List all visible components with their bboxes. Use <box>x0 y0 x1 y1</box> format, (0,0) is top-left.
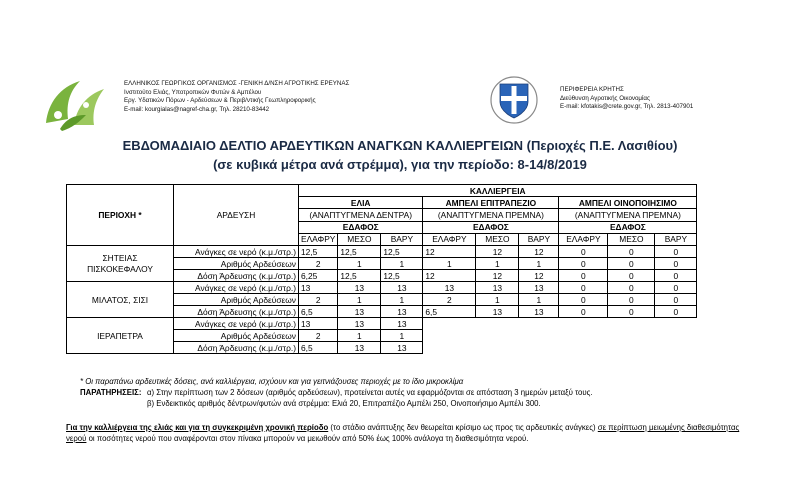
soil-header: ΕΔΑΦΟΣ <box>299 221 423 233</box>
value-cell: 12 <box>476 246 519 258</box>
soil-type: ΕΛΑΦΡΥ <box>299 233 338 245</box>
region-cell <box>67 246 174 282</box>
soil-type: ΜΕΣΟ <box>476 233 519 245</box>
value-cell: 2 <box>299 294 338 306</box>
value-cell: 0 <box>655 306 697 318</box>
value-cell: 13 <box>423 282 476 294</box>
header-row-crops <box>67 185 697 197</box>
value-cell: 12,5 <box>338 270 381 282</box>
crop-stage: (ΑΝΑΠΤΥΓΜΕΝΑ ΔΕΝΤΡΑ) <box>299 209 423 221</box>
value-cell: 0 <box>559 258 608 270</box>
final-note <box>66 423 756 444</box>
value-cell: 1 <box>381 258 423 270</box>
value-cell: 6,5 <box>423 306 476 318</box>
region-name-line2: ΠΙΣΚΟΚΕΦΑΛΟΥ <box>87 263 153 274</box>
region-name: ΙΕΡΑΠΕΤΡΑ <box>97 330 143 341</box>
value-cell: 0 <box>655 294 697 306</box>
left-org-line1: ΕΛΛΗΝΙΚΟΣ ΓΕΩΡΓΙΚΟΣ ΟΡΓΑΝΙΣΜΟΣ -ΓΕΝΙΚΗ Δ/ΝΣΗ ΑΓΡΟΤΙΚΗΣ ΕΡΕΥΝΑΣ <box>124 80 350 87</box>
soil-type: ΜΕΣΟ <box>608 233 655 245</box>
row-label: Αριθμός Αρδεύσεων <box>174 294 299 306</box>
value-cell: 0 <box>608 258 655 270</box>
crop-stage: (ΑΝΑΠΤΥΓΜΕΝΑ ΠΡΕΜΝΑ) <box>423 209 559 221</box>
crop-name: ΑΜΠΕΛΙ ΟΙΝΟΠΟΙΗΣΙΜΟ <box>559 197 697 209</box>
region-name: ΣΗΤΕΙΑΣ <box>102 252 138 263</box>
value-cell: 1 <box>381 330 423 342</box>
row-label: Δόση Άρδευσης (κ.μ./στρ.) <box>174 306 299 318</box>
soil-header: ΕΔΑΦΟΣ <box>559 221 697 233</box>
value-cell: 0 <box>655 270 697 282</box>
value-cell: 13 <box>299 318 338 330</box>
table-row <box>67 246 697 258</box>
soil-type: ΕΛΑΦΡΥ <box>423 233 476 245</box>
value-cell: 13 <box>299 282 338 294</box>
value-cell: 0 <box>655 258 697 270</box>
crop-name: ΕΛΙΑ <box>299 197 423 209</box>
empty-area <box>423 318 697 354</box>
left-org-line4: E-mail: kourgialas@nagref-cha.gr, Τηλ. 28210-83442 <box>124 105 270 113</box>
value-cell: 2 <box>299 330 338 342</box>
value-cell: 1 <box>519 258 559 270</box>
value-cell: 1 <box>423 258 476 270</box>
value-cell: 13 <box>381 318 423 330</box>
value-cell: 13 <box>381 342 423 354</box>
final-note-part2: (το στάδιο ανάπτυξης δεν θεωρείται κρίσιμο ως προς τις αρδευτικές ανάγκες) <box>328 423 598 432</box>
value-cell: 13 <box>381 306 423 318</box>
row-label: Αριθμός Αρδεύσεων <box>174 258 299 270</box>
value-cell: 0 <box>559 306 608 318</box>
value-cell: 2 <box>423 294 476 306</box>
left-org-line3: Εργ. Υδατικών Πόρων - Αρδεύσεων & Περιβ/ντικής Γεωπληροφορικής <box>124 97 316 105</box>
value-cell: 1 <box>476 258 519 270</box>
value-cell: 0 <box>608 246 655 258</box>
value-cell: 13 <box>338 306 381 318</box>
value-cell: 12,5 <box>338 246 381 258</box>
page-title: ΕΒΔΟΜΑΔΙΑΙΟ ΔΕΛΤΙΟ ΑΡΔΕΥΤΙΚΩΝ ΑΝΑΓΚΩΝ ΚΑΛΛΙΕΡΓΕΙΩΝ (Περιοχές Π.Ε. Λασιθίου) <box>122 138 678 153</box>
crop-name: ΑΜΠΕΛΙ ΕΠΙΤΡΑΠΕΖΙΟ <box>423 197 559 209</box>
value-cell: 12 <box>519 246 559 258</box>
remark-a: α) Στην περίπτωση των 2 δόσεων (αριθμός αρδεύσεων), προτείνεται αυτές να εφαρμόζονται σε απόσταση 3 ημερών μεταξύ τους. <box>147 388 593 397</box>
value-cell: 0 <box>608 306 655 318</box>
value-cell: 13 <box>519 306 559 318</box>
value-cell: 13 <box>519 282 559 294</box>
soil-type: ΒΑΡΥ <box>655 233 697 245</box>
value-cell: 6,5 <box>299 306 338 318</box>
right-org-line1: ΠΕΡΙΦΕΡΕΙΑ ΚΡΗΤΗΣ <box>560 86 624 93</box>
crops-header: ΚΑΛΛΙΕΡΓΕΙΑ <box>299 185 697 197</box>
row-label: Ανάγκες σε νερό (κ.μ./στρ.) <box>174 318 299 330</box>
value-cell: 0 <box>655 282 697 294</box>
value-cell: 1 <box>381 294 423 306</box>
value-cell: 13 <box>338 282 381 294</box>
value-cell: 13 <box>338 318 381 330</box>
final-note-part1: Για την καλλιέργεια της ελιάς και για τη συγκεκριμένη χρονική περίοδο <box>66 423 329 432</box>
region-cell <box>67 318 174 354</box>
region-emblem <box>488 76 540 124</box>
page-subtitle: (σε κυβικά μέτρα ανά στρέμμα), για την περίοδο: 8-14/8/2019 <box>213 157 587 172</box>
final-note-part3: σε περίπτωση μειωμένης διαθεσιμότητας νερού <box>66 423 740 443</box>
soil-type: ΜΕΣΟ <box>338 233 381 245</box>
remarks-label: ΠΑΡΑΤΗΡΗΣΕΙΣ: <box>80 388 142 397</box>
value-cell: 6,5 <box>299 342 338 354</box>
soil-type: ΒΑΡΥ <box>381 233 423 245</box>
right-org-line3: E-mail: kfotakis@crete.gov.gr, Τηλ. 2813-407901 <box>560 103 694 111</box>
value-cell: 0 <box>559 294 608 306</box>
row-label: Δόση Άρδευσης (κ.μ./στρ.) <box>174 270 299 282</box>
table-row <box>67 318 697 330</box>
elgo-logo <box>40 75 112 133</box>
col-header-irrigation: ΑΡΔΕΥΣΗ <box>174 185 299 246</box>
left-org-line2: Ινστιτούτο Ελιάς, Υποτροπικών Φυτών & Αμπέλου <box>124 88 262 96</box>
soil-header: ΕΔΑΦΟΣ <box>423 221 559 233</box>
footnote: * Οι παραπάνω αρδευτικές δόσεις, ανά καλλιέργεια, ισχύουν και για γειτνιάζουσες περιοχές με το ίδιο μικροκλίμα <box>80 377 464 386</box>
value-cell: 0 <box>655 246 697 258</box>
value-cell: 0 <box>559 270 608 282</box>
value-cell: 1 <box>338 294 381 306</box>
value-cell: 13 <box>476 306 519 318</box>
crop-stage: (ΑΝΑΠΤΥΓΜΕΝΑ ΠΡΕΜΝΑ) <box>559 209 697 221</box>
irrigation-table <box>66 184 697 354</box>
soil-type: ΒΑΡΥ <box>519 233 559 245</box>
value-cell: 0 <box>608 294 655 306</box>
value-cell: 12 <box>519 270 559 282</box>
table-row <box>67 282 697 294</box>
value-cell: 0 <box>559 246 608 258</box>
soil-type: ΕΛΑΦΡΥ <box>559 233 608 245</box>
region-cell <box>67 282 174 318</box>
value-cell: 12 <box>476 270 519 282</box>
right-org-block <box>560 86 780 112</box>
value-cell: 12,5 <box>381 246 423 258</box>
value-cell: 13 <box>381 282 423 294</box>
left-org-block <box>124 80 414 114</box>
right-org-line2: Διεύθυνση Αγροτικής Οικονομίας <box>560 94 650 102</box>
value-cell: 1 <box>519 294 559 306</box>
value-cell: 12,5 <box>381 270 423 282</box>
row-label: Αριθμός Αρδεύσεων <box>174 330 299 342</box>
value-cell: 0 <box>559 282 608 294</box>
value-cell: 2 <box>299 258 338 270</box>
region-name: ΜΙΛΑΤΟΣ, ΣΙΣΙ <box>91 294 149 305</box>
row-label: Δόση Άρδευσης (κ.μ./στρ.) <box>174 342 299 354</box>
value-cell: 1 <box>338 330 381 342</box>
row-label: Ανάγκες σε νερό (κ.μ./στρ.) <box>174 246 299 258</box>
value-cell: 0 <box>608 270 655 282</box>
value-cell: 12 <box>423 246 476 258</box>
col-header-region: ΠΕΡΙΟΧΗ * <box>67 185 174 246</box>
value-cell: 13 <box>476 282 519 294</box>
value-cell: 12 <box>423 270 476 282</box>
final-note-part4: οι ποσότητες νερού που αναφέρονται στον πίνακα μπορούν να μειωθούν από 50% έως 100% ανάλογα τη διαθεσιμότητα νερού. <box>86 433 529 443</box>
value-cell: 1 <box>476 294 519 306</box>
remark-b: β) Ενδεικτικός αριθμός δέντρων/φυτών ανά στρέμμα: Ελιά 20, Επιτραπέζιο Αμπέλι 250, Οινοποιήσιμο Αμπέλι 300. <box>147 399 541 408</box>
row-label: Ανάγκες σε νερό (κ.μ./στρ.) <box>174 282 299 294</box>
value-cell: 1 <box>338 258 381 270</box>
value-cell: 12,5 <box>299 246 338 258</box>
value-cell: 13 <box>338 342 381 354</box>
value-cell: 0 <box>608 282 655 294</box>
value-cell: 6,25 <box>299 270 338 282</box>
